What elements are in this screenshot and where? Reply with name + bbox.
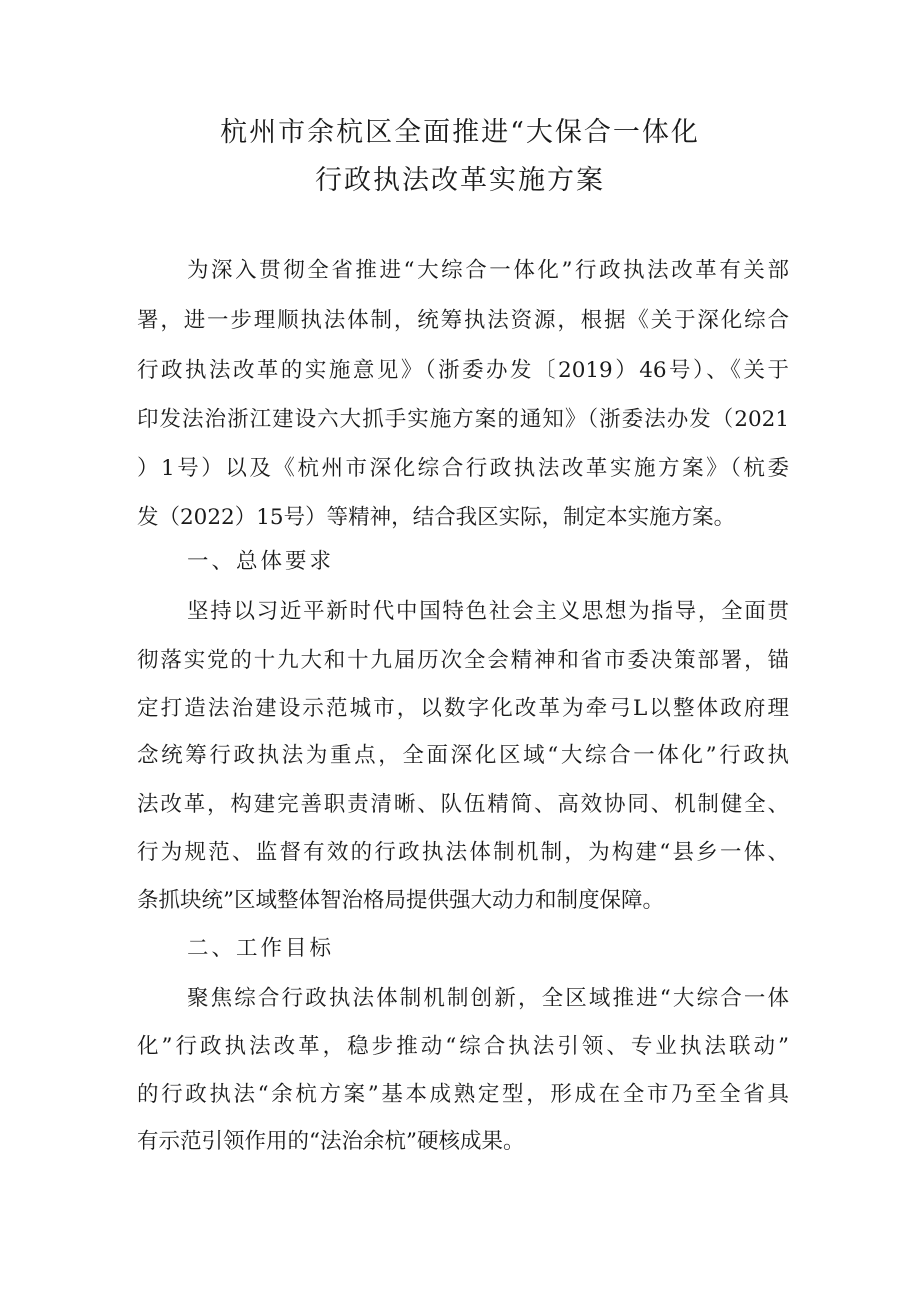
section2-line: 的行政执法“余杭方案”基本成熟定型，形成在全市乃至全省具 [137, 1082, 789, 1107]
section2-line: 有示范引领作用的“法治余杭”硬核成果。 [137, 1129, 525, 1154]
intro-line: 印发法治浙江建设六大抓手实施方案的通知》（浙委法办发（2021 [137, 407, 789, 432]
section2-line: 聚焦综合行政执法体制机制创新，全区域推进“大综合一体 [187, 986, 789, 1011]
section2-line: 化”行政执法改革，稳步推动“综合执法引领、专业执法联动” [137, 1034, 789, 1059]
section1-line: 条抓块统”区域整体智治格局提供强大动力和制度保障。 [137, 888, 664, 913]
section1-line: 法改革，构建完善职责清晰、队伍精简、高效协同、机制健全、 [137, 792, 789, 817]
section1-line: 彻落实党的十九大和十九届历次全会精神和省市委决策部署，锚 [137, 648, 789, 673]
section-heading-overall-requirements: 一、总体要求 [187, 549, 335, 574]
section1-line: 坚持以习近平新时代中国特色社会主义思想为指导，全面贯 [187, 599, 789, 624]
intro-line: 为深入贯彻全省推进“大综合一体化”行政执法改革有关部 [187, 258, 789, 283]
intro-line: ）1号）以及《杭州市深化综合行政执法改革实施方案》（杭委 [137, 456, 789, 481]
document-title-line-2: 行政执法改革实施方案 [315, 165, 605, 196]
section1-line: 行为规范、监督有效的行政执法体制机制，为构建“县乡一体、 [137, 840, 789, 865]
section1-line: 念统筹行政执法为重点，全面深化区域“大综合一体化”行政执 [137, 743, 789, 768]
section-heading-work-goals: 二、工作目标 [187, 936, 335, 961]
intro-line: 行政执法改革的实施意见》（浙委办发〔2019）46号）、《关于 [137, 358, 789, 383]
intro-line: 发（2022）15号）等精神，结合我区实际，制定本实施方案。 [137, 505, 736, 530]
intro-line: 署，进一步理顺执法体制，统筹执法资源，根据《关于深化综合 [137, 308, 789, 333]
document-title-line-1: 杭州市余杭区全面推进“大保合一体化 [220, 117, 700, 148]
section1-line: 定打造法治建设示范城市，以数字化改革为牵弓L以整体政府理 [137, 696, 789, 721]
